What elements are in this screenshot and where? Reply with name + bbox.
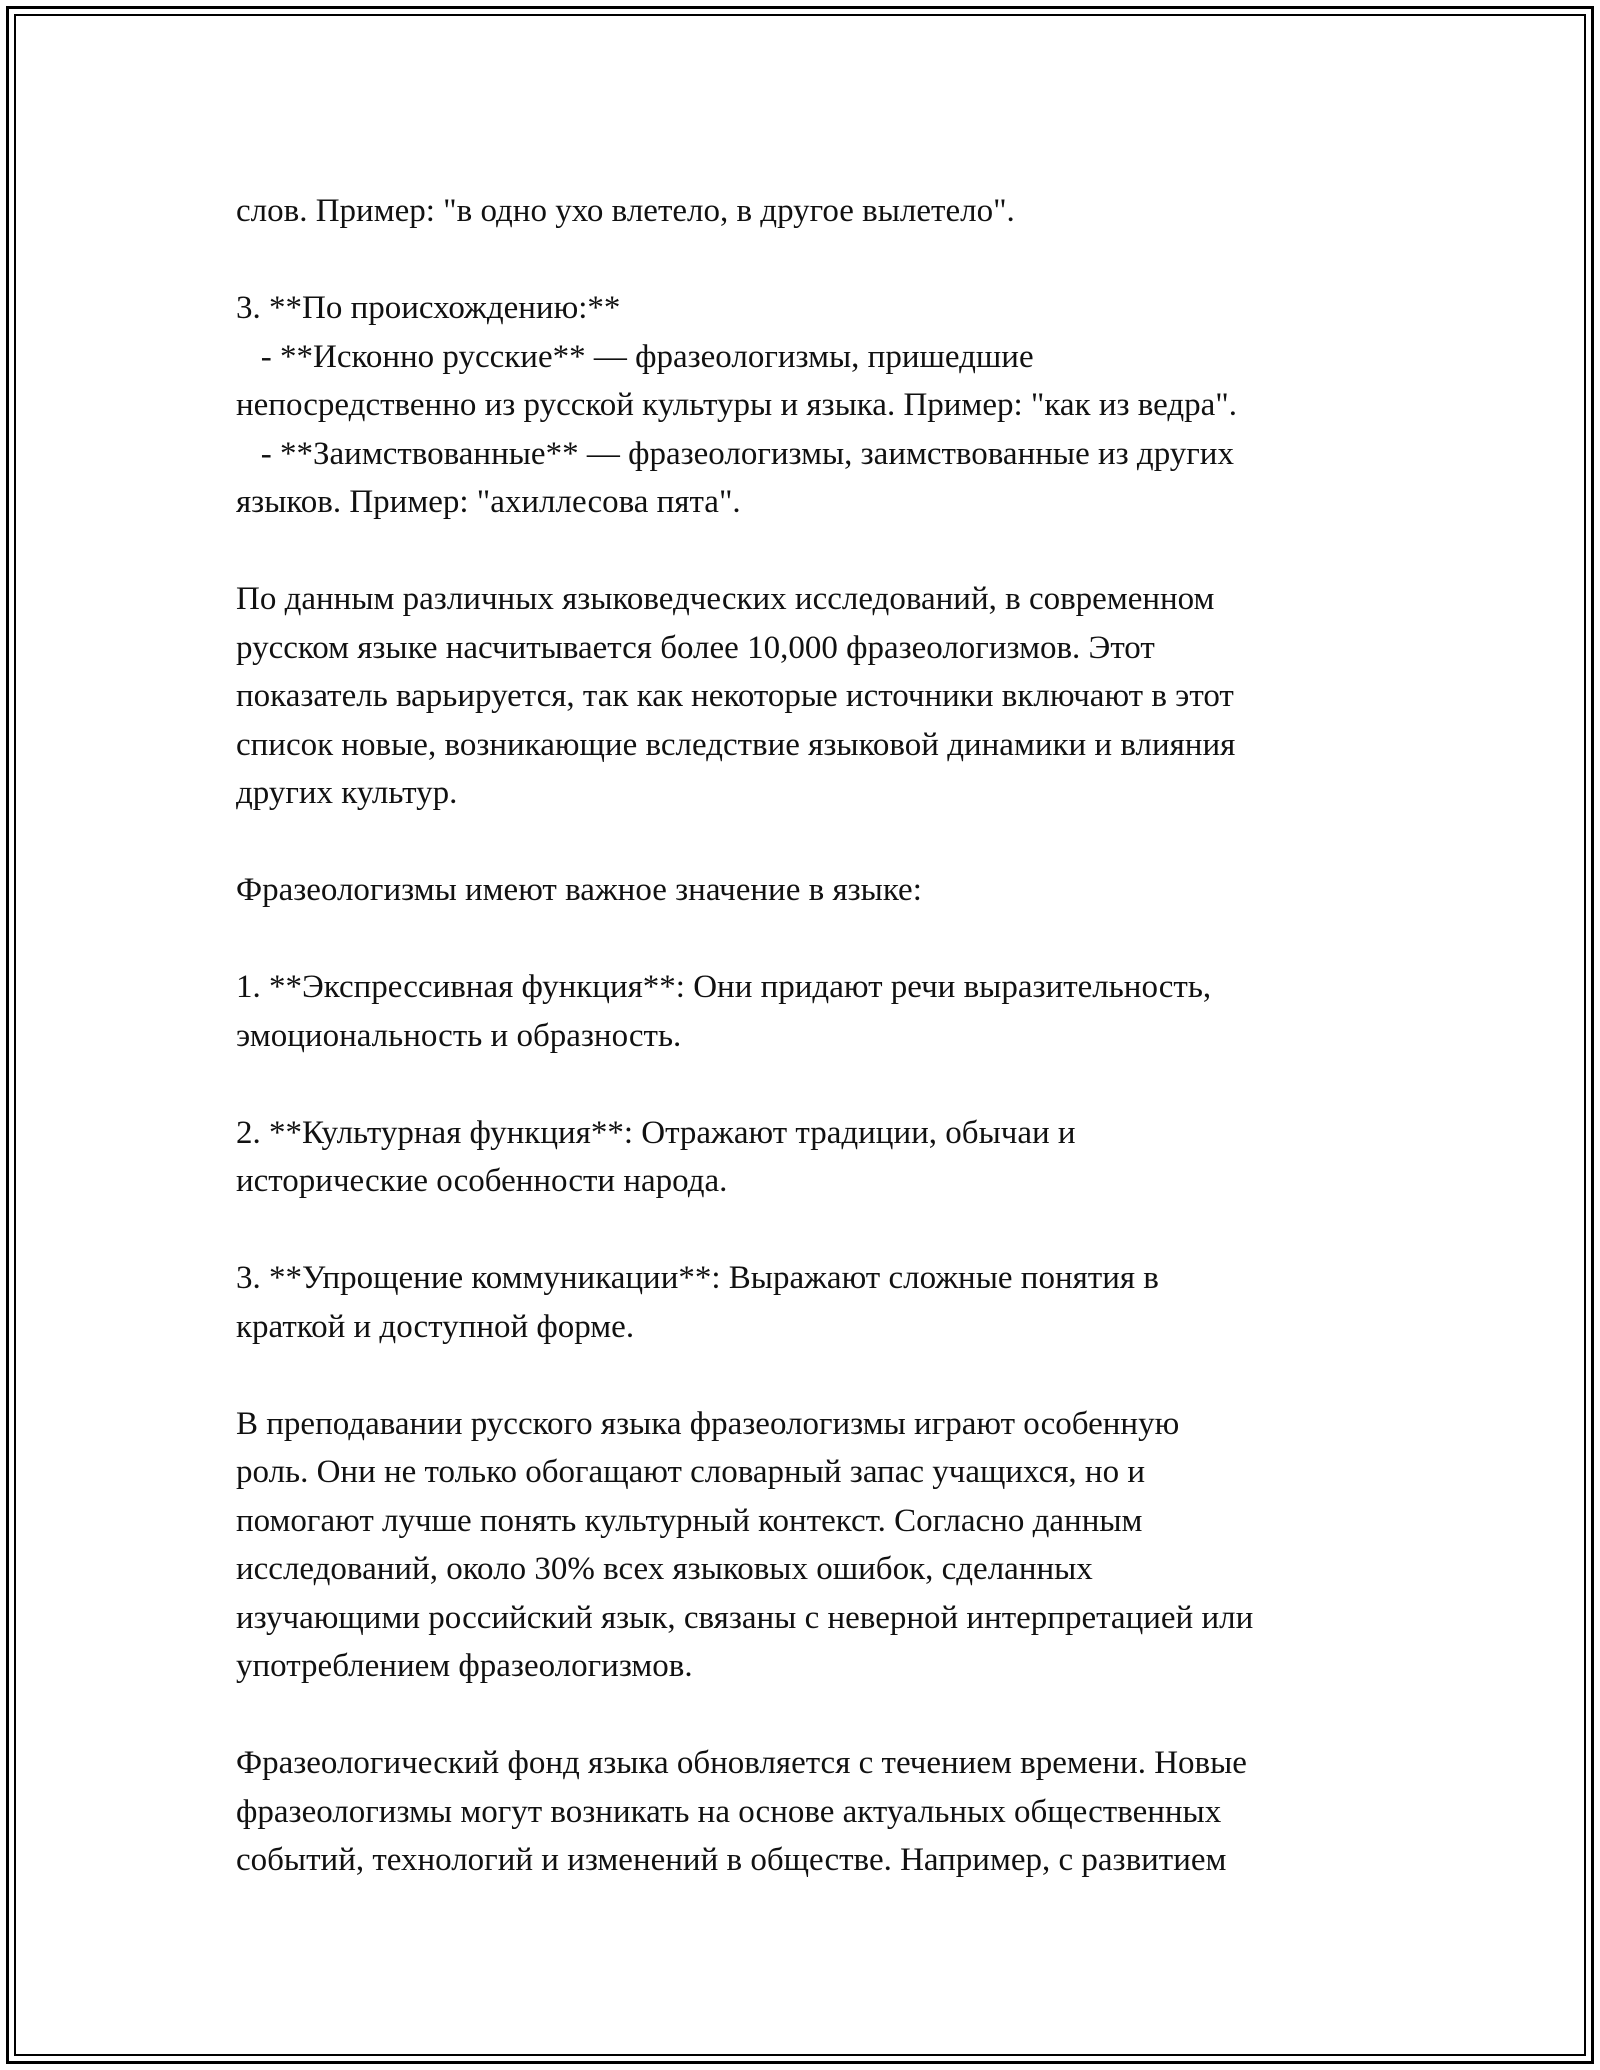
text-line: - **Заимствованные** — фразеологизмы, заимствованные из других bbox=[236, 435, 1234, 472]
text-line: показатель варьируется, так как некоторые источники включают в этот bbox=[236, 678, 1234, 714]
blank-line bbox=[236, 915, 1386, 964]
text-line: слов. Пример: "в одно ухо влетело, в другое вылетело". bbox=[236, 193, 1015, 229]
text-line: 3. **По происхождению:** bbox=[236, 290, 621, 326]
text-line: роль. Они не только обогащают словарный запас учащихся, но и bbox=[236, 1454, 1145, 1490]
blank-line bbox=[236, 1206, 1386, 1255]
text-line: других культур. bbox=[236, 775, 458, 811]
text-line: исследований, около 30% всех языковых ошибок, сделанных bbox=[236, 1551, 1093, 1587]
text-line: 1. **Экспрессивная функция**: Они придают речи выразительность, bbox=[236, 969, 1212, 1005]
text-line: изучающими российский язык, связаны с неверной интерпретацией или bbox=[236, 1599, 1254, 1636]
text-line: фразеологизмы могут возникать на основе актуальных общественных bbox=[236, 1793, 1222, 1830]
text-line: эмоциональность и образность. bbox=[236, 1017, 682, 1054]
blank-line bbox=[236, 527, 1386, 576]
text-line: - **Исконно русские** — фразеологизмы, пришедшие bbox=[236, 338, 1034, 375]
blank-line bbox=[236, 236, 1386, 285]
text-line: событий, технологий и изменений в обществе. Например, с развитием bbox=[236, 1842, 1227, 1878]
text-line: По данным различных языковедческих исследований, в современном bbox=[236, 581, 1215, 617]
text-line: исторические особенности народа. bbox=[236, 1163, 728, 1199]
text-line: Фразеологизмы имеют важное значение в языке: bbox=[236, 872, 922, 908]
text-line: русском языке насчитывается более 10,000 фразеологизмов. Этот bbox=[236, 629, 1155, 666]
text-line: краткой и доступной форме. bbox=[236, 1308, 635, 1345]
text-line: В преподавании русского языка фразеологизмы играют особенную bbox=[236, 1405, 1180, 1442]
document-body bbox=[236, 187, 1386, 1885]
text-line: 2. **Культурная функция**: Отражают традиции, обычаи и bbox=[236, 1114, 1076, 1151]
blank-line bbox=[236, 818, 1386, 867]
blank-line bbox=[236, 1060, 1386, 1109]
text-line: Фразеологический фонд языка обновляется с течением времени. Новые bbox=[236, 1745, 1247, 1781]
text-line: языков. Пример: "ахиллесова пята". bbox=[236, 484, 741, 520]
text-line: непосредственно из русской культуры и языка. Пример: "как из ведра". bbox=[236, 387, 1238, 423]
text-line: список новые, возникающие вследствие языковой динамики и влияния bbox=[236, 726, 1236, 763]
text-line: помогают лучше понять культурный контекст. Согласно данным bbox=[236, 1502, 1143, 1539]
blank-line bbox=[236, 1351, 1386, 1400]
text-line: 3. **Упрощение коммуникации**: Выражают сложные понятия в bbox=[236, 1260, 1159, 1296]
text-line: употреблением фразеологизмов. bbox=[236, 1648, 693, 1684]
blank-line bbox=[236, 1691, 1386, 1740]
